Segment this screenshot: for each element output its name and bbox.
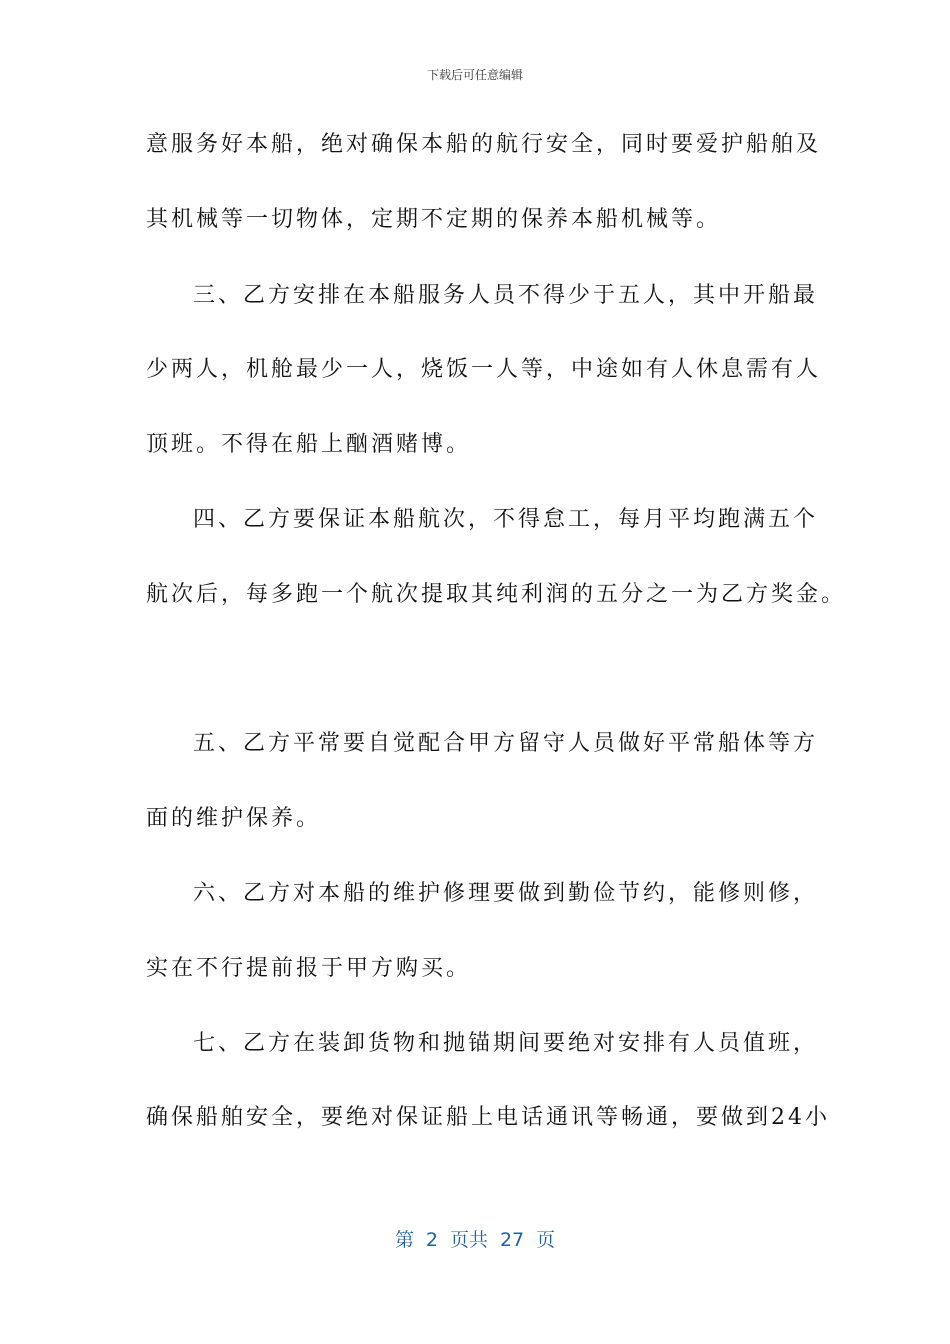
body-line-13: 确保船舶安全，要绝对保证船上电话通讯等畅通，要做到24小: [146, 1105, 830, 1130]
footer-total-pages: 27: [499, 1229, 525, 1251]
body-line-1: 意服务好本船，绝对确保本船的航行安全，同时要爱护船舶及: [146, 132, 822, 157]
body-line-5: 顶班。不得在船上酗酒赌博。: [146, 432, 472, 457]
body-line-11: 实在不行提前报于甲方购买。: [146, 956, 472, 981]
footer-suffix: 页: [536, 1229, 556, 1251]
page-header: 下载后可任意编辑: [426, 68, 523, 82]
body-line-9: 面的维护保养。: [146, 806, 322, 831]
body-line-3: 三、乙方安排在本船服务人员不得少于五人，其中开船最: [193, 283, 819, 308]
body-line-6: 四、乙方要保证本船航次，不得怠工，每月平均跑满五个: [193, 507, 819, 532]
body-line-7: 航次后，每多跑一个航次提取其纯利润的五分之一为乙方奖金。: [146, 582, 847, 607]
footer-middle: 页共: [449, 1229, 488, 1251]
body-line-2: 其机械等一切物体，定期不定期的保养本船机械等。: [146, 207, 722, 232]
footer-prefix: 第: [394, 1229, 414, 1251]
body-line-12: 七、乙方在装卸货物和抛锚期间要绝对安排有人员值班，: [193, 1031, 819, 1056]
body-line-4: 少两人，机舱最少一人，烧饭一人等，中途如有人休息需有人: [146, 357, 822, 382]
body-line-8: 五、乙方平常要自觉配合甲方留守人员做好平常船体等方: [193, 731, 819, 756]
page-footer: [0, 1225, 950, 1252]
body-line-10: 六、乙方对本船的维护修理要做到勤俭节约，能修则修，: [193, 881, 819, 906]
footer-current-page: 2: [425, 1229, 438, 1251]
